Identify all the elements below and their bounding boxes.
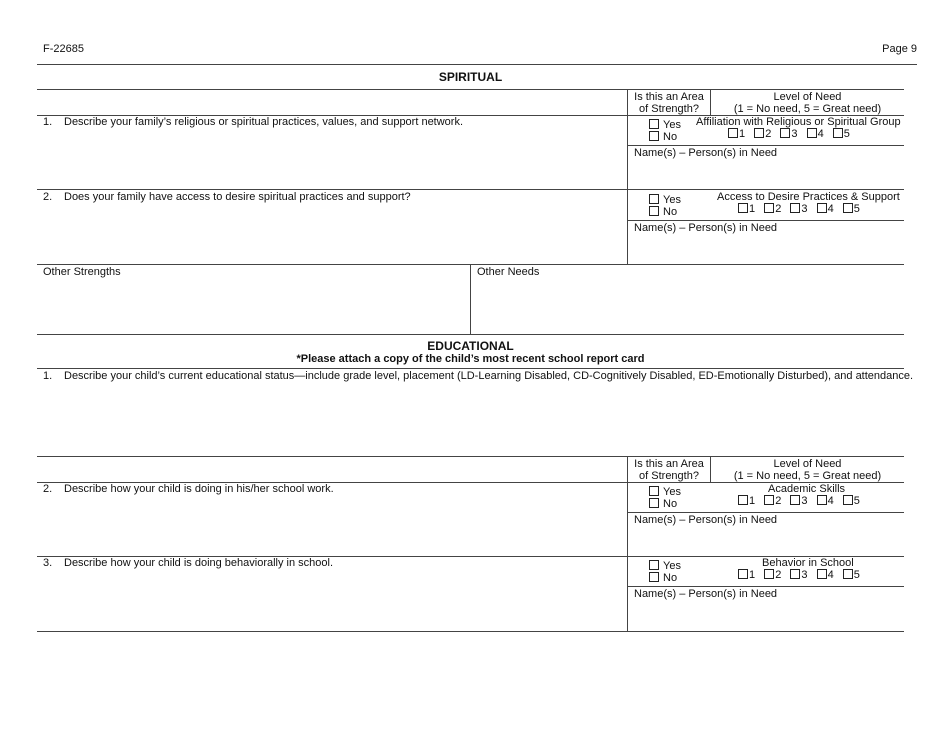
form-number: F-22685 [43,43,84,55]
yes-checkbox[interactable] [649,486,659,496]
question-spiritual-1: 1. Describe your family’s religious or spiritual practices, values, and support network. [43,116,464,128]
yes-checkbox[interactable] [649,119,659,129]
level-2-checkbox[interactable] [764,569,774,579]
row-rule [37,189,904,190]
column-divider [470,264,471,334]
name-person-in-need-label: Name(s) – Person(s) in Need [634,222,778,234]
level-of-need-options: 1 2 3 4 5 [738,203,866,215]
table-top-rule [37,89,904,90]
level-5-checkbox[interactable] [833,128,843,138]
level-3-checkbox[interactable] [790,569,800,579]
other-strengths-label: Other Strengths [43,266,121,278]
level-1-checkbox[interactable] [738,203,748,213]
table-top-rule [37,456,904,457]
need-area-label: Academic Skills [768,483,846,495]
question-educational-1: 1. Describe your child’s current educational status—include grade level, placement (LD-Learning Disabled, CD-Cognitively Disabled, ED-Emotionally Disturbed), and attendance. [43,370,914,382]
section-title-spiritual: SPIRITUAL [438,70,503,84]
name-field-rule [627,145,904,146]
strength-yes-no: Yes No [649,194,681,218]
level-2-checkbox[interactable] [754,128,764,138]
level-1-checkbox[interactable] [738,495,748,505]
level-5-checkbox[interactable] [843,203,853,213]
level-2-checkbox[interactable] [764,495,774,505]
level-3-checkbox[interactable] [780,128,790,138]
strength-column-header: Is this an Area of Strength? [634,458,704,482]
strength-yes-no: Yes No [649,560,681,584]
other-needs-label: Other Needs [477,266,540,278]
report-card-note: *Please attach a copy of the child’s most recent school report card [296,353,645,365]
table-bottom-rule [37,631,904,632]
no-checkbox[interactable] [649,131,659,141]
level-of-need-column-header: Level of Need (1 = No need, 5 = Great need) [733,458,882,482]
question-spiritual-2: 2. Does your family have access to desire spiritual practices and support? [43,191,411,203]
level-4-checkbox[interactable] [817,203,827,213]
level-of-need-options: 1 2 3 4 5 [738,569,866,581]
question-educational-2: 2. Describe how your child is doing in his/her school work. [43,483,334,495]
page-number: Page 9 [882,43,917,55]
strength-column-header: Is this an Area of Strength? [634,91,704,115]
level-1-checkbox[interactable] [738,569,748,579]
header-divider [37,64,917,65]
row-rule [37,368,904,369]
level-of-need-options: 1 2 3 4 5 [738,495,866,507]
need-area-label: Affiliation with Religious or Spiritual Group [696,116,901,128]
name-field-rule [627,512,904,513]
question-educational-3: 3. Describe how your child is doing behaviorally in school. [43,557,334,569]
strength-yes-no: Yes No [649,119,681,143]
level-of-need-options: 1 2 3 4 5 [728,128,856,140]
section-title-educational: EDUCATIONAL [427,339,514,353]
yes-checkbox[interactable] [649,194,659,204]
column-divider [627,189,628,264]
level-3-checkbox[interactable] [790,203,800,213]
name-person-in-need-label: Name(s) – Person(s) in Need [634,588,778,600]
name-person-in-need-label: Name(s) – Person(s) in Need [634,514,778,526]
level-5-checkbox[interactable] [843,569,853,579]
name-person-in-need-label: Name(s) – Person(s) in Need [634,147,778,159]
no-checkbox[interactable] [649,572,659,582]
strength-yes-no: Yes No [649,486,681,510]
level-4-checkbox[interactable] [807,128,817,138]
need-area-label: Behavior in School [762,557,854,569]
level-4-checkbox[interactable] [817,569,827,579]
row-rule [37,334,904,335]
level-1-checkbox[interactable] [728,128,738,138]
no-checkbox[interactable] [649,206,659,216]
need-area-label: Access to Desire Practices & Support [717,191,900,203]
level-2-checkbox[interactable] [764,203,774,213]
level-4-checkbox[interactable] [817,495,827,505]
name-field-rule [627,220,904,221]
level-5-checkbox[interactable] [843,495,853,505]
name-field-rule [627,586,904,587]
no-checkbox[interactable] [649,498,659,508]
level-of-need-column-header: Level of Need (1 = No need, 5 = Great need) [733,91,882,115]
level-3-checkbox[interactable] [790,495,800,505]
yes-checkbox[interactable] [649,560,659,570]
